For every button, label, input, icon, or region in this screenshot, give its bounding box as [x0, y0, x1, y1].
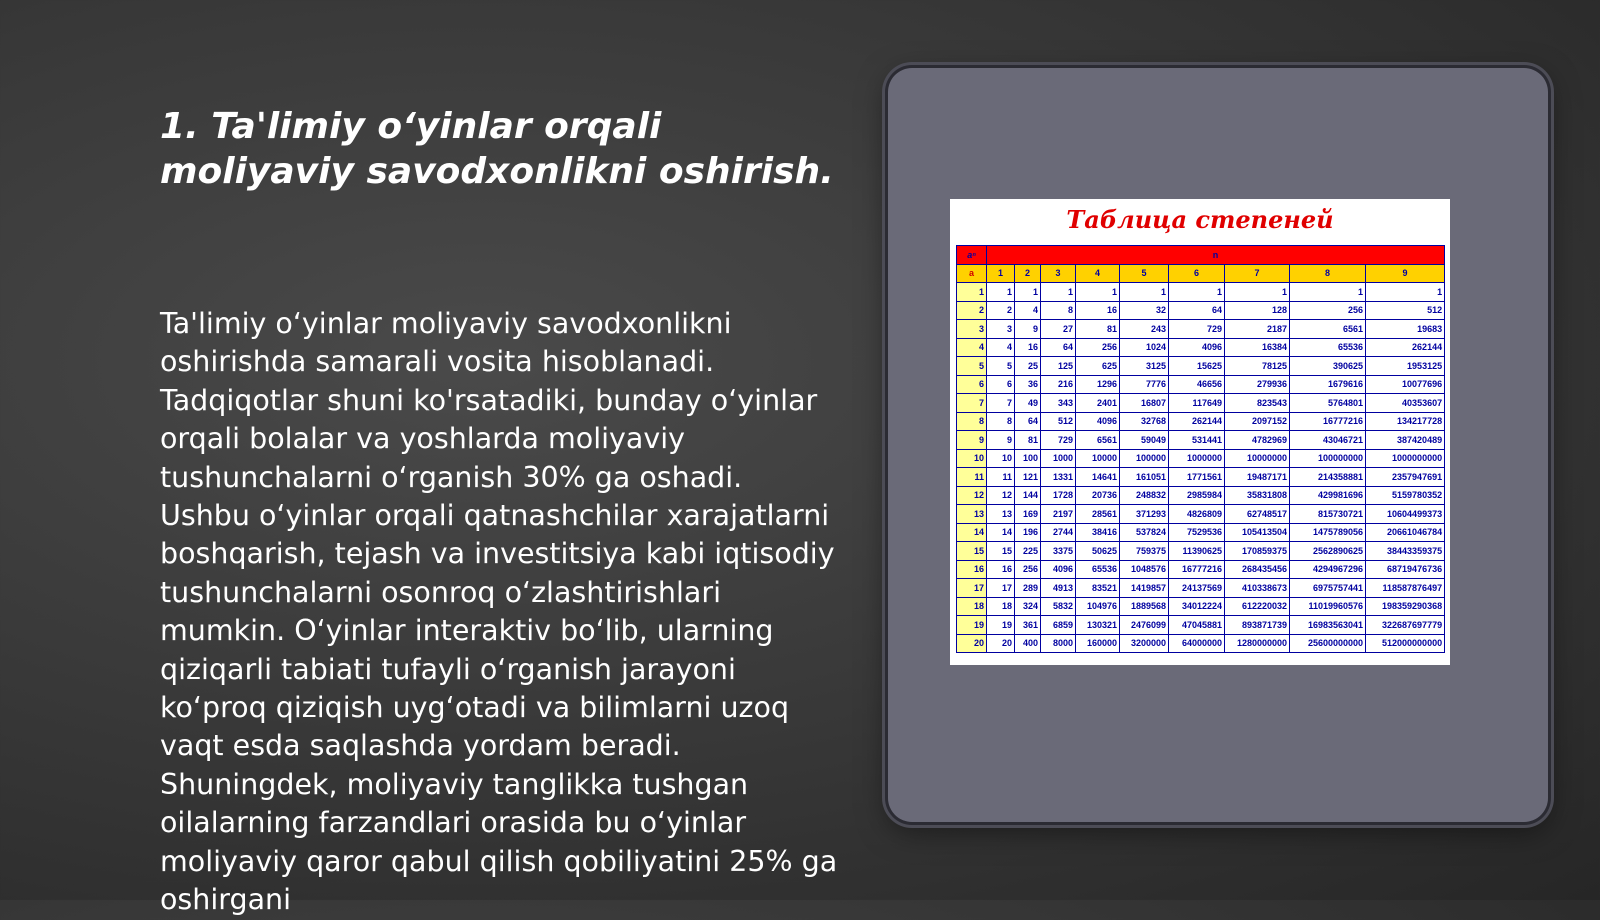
power-cell: 16384: [1225, 338, 1290, 357]
table-body: [957, 283, 1445, 653]
power-cell: 2476099: [1120, 616, 1169, 635]
base-cell: 1: [957, 283, 987, 302]
power-cell: 196: [1015, 523, 1041, 542]
table-row: [957, 431, 1445, 450]
power-cell: 256: [1015, 560, 1041, 579]
power-cell: 216: [1041, 375, 1076, 394]
powers-table: [956, 245, 1445, 653]
power-cell: 64: [1041, 338, 1076, 357]
power-cell: 16807: [1120, 394, 1169, 413]
power-cell: 248832: [1120, 486, 1169, 505]
power-cell: 59049: [1120, 431, 1169, 450]
power-cell: 343: [1041, 394, 1076, 413]
power-cell: 47045881: [1169, 616, 1225, 635]
power-cell: 4826809: [1169, 505, 1225, 524]
power-cell: 2985984: [1169, 486, 1225, 505]
power-cell: 6561: [1290, 320, 1366, 339]
power-cell: 38416: [1076, 523, 1120, 542]
power-cell: 3: [987, 320, 1015, 339]
power-cell: 10604499373: [1366, 505, 1445, 524]
power-cell: 289: [1015, 579, 1041, 598]
power-cell: 16: [1076, 301, 1120, 320]
power-cell: 1: [1076, 283, 1120, 302]
power-cell: 15625: [1169, 357, 1225, 376]
power-cell: 387420489: [1366, 431, 1445, 450]
power-cell: 16983563041: [1290, 616, 1366, 635]
exponent-axis-label: n: [987, 246, 1445, 265]
power-cell: 8: [1041, 301, 1076, 320]
powers-table-title: Таблица степеней: [1066, 205, 1334, 234]
power-cell: 1419857: [1120, 579, 1169, 598]
power-cell: 4096: [1041, 560, 1076, 579]
power-cell: 3125: [1120, 357, 1169, 376]
power-cell: 18: [987, 597, 1015, 616]
power-cell: 823543: [1225, 394, 1290, 413]
power-cell: 537824: [1120, 523, 1169, 542]
power-cell: 410338673: [1225, 579, 1290, 598]
power-cell: 9: [987, 431, 1015, 450]
slide-body-text: Ta'limiy o‘yinlar moliyaviy savodxonlikni oshirishda samarali vosita hisoblanadi. Tadqiqotlar shuni ko'rsatadiki, bunday o‘yinlar orqali bolalar va yoshlarda moliyaviy tushunchalarni o‘rganish 30% ga oshadi. Ushbu o‘yinlar orqali qatnashchilar xarajatlarni boshqarish, tejash va investitsiya kabi iqtisodiy tushunchalarni osonroq o‘zlashtirishlari mumkin. O‘yinlar interaktiv bo‘lib, ularning qiziqarli tabiati tufayli o‘rganish jarayoni ko‘proq qiziqish uyg‘otadi va bilimlarni uzoq vaqt esda saqlashda yordam beradi. Shuningdek, moliyaviy tanglikka tushgan oilalarning farzandlari orasida bu o‘yinlar moliyaviy qaror qabul qilish qobiliyatini 25% ga oshirgani: [160, 307, 838, 917]
power-cell: 170859375: [1225, 542, 1290, 561]
power-cell: 35831808: [1225, 486, 1290, 505]
power-cell: 4096: [1169, 338, 1225, 357]
power-cell: 24137569: [1169, 579, 1225, 598]
power-cell: 43046721: [1290, 431, 1366, 450]
power-cell: 2187: [1225, 320, 1290, 339]
power-cell: 11: [987, 468, 1015, 487]
power-cell: 1: [1290, 283, 1366, 302]
power-cell: 68719476736: [1366, 560, 1445, 579]
power-cell: 512000000000: [1366, 634, 1445, 653]
power-cell: 65536: [1290, 338, 1366, 357]
power-cell: 1889568: [1120, 597, 1169, 616]
power-cell: 25600000000: [1290, 634, 1366, 653]
power-cell: 5764801: [1290, 394, 1366, 413]
base-cell: 15: [957, 542, 987, 561]
power-cell: 46656: [1169, 375, 1225, 394]
power-cell: 11019960576: [1290, 597, 1366, 616]
exponent-header: 3: [1041, 264, 1076, 283]
power-cell: 125: [1041, 357, 1076, 376]
power-cell: 1024: [1120, 338, 1169, 357]
power-cell: 20736: [1076, 486, 1120, 505]
power-cell: 13: [987, 505, 1015, 524]
table-row: [957, 616, 1445, 635]
base-cell: 2: [957, 301, 987, 320]
power-cell: 8000: [1041, 634, 1076, 653]
power-cell: 19683: [1366, 320, 1445, 339]
power-cell: 117649: [1169, 394, 1225, 413]
table-row: [957, 468, 1445, 487]
table-row: [957, 357, 1445, 376]
power-cell: 4294967296: [1290, 560, 1366, 579]
table-row: [957, 634, 1445, 653]
power-cell: 38443359375: [1366, 542, 1445, 561]
powers-table-image: [950, 199, 1450, 665]
power-cell: 130321: [1076, 616, 1120, 635]
power-cell: 19487171: [1225, 468, 1290, 487]
exponent-header: 1: [987, 264, 1015, 283]
base-cell: 12: [957, 486, 987, 505]
power-cell: 16777216: [1290, 412, 1366, 431]
power-cell: 531441: [1169, 431, 1225, 450]
table-row: [957, 579, 1445, 598]
exponent-header: 6: [1169, 264, 1225, 283]
power-cell: 6975757441: [1290, 579, 1366, 598]
table-row: [957, 486, 1445, 505]
power-cell: 256: [1290, 301, 1366, 320]
power-cell: 1000000000: [1366, 449, 1445, 468]
table-row: [957, 301, 1445, 320]
power-cell: 16777216: [1169, 560, 1225, 579]
power-cell: 1728: [1041, 486, 1076, 505]
base-cell: 20: [957, 634, 987, 653]
power-cell: 160000: [1076, 634, 1120, 653]
power-cell: 4: [987, 338, 1015, 357]
power-cell: 10: [987, 449, 1015, 468]
table-row: [957, 412, 1445, 431]
power-cell: 759375: [1120, 542, 1169, 561]
base-cell: 11: [957, 468, 987, 487]
power-cell: 1280000000: [1225, 634, 1290, 653]
power-cell: 32: [1120, 301, 1169, 320]
power-cell: 1331: [1041, 468, 1076, 487]
base-cell: 4: [957, 338, 987, 357]
power-cell: 78125: [1225, 357, 1290, 376]
power-cell: 50625: [1076, 542, 1120, 561]
power-cell: 729: [1169, 320, 1225, 339]
slide-title: 1. Ta'limiy o‘yinlar orqali moliyaviy savodxonlikni oshirish.: [160, 106, 834, 192]
base-cell: 14: [957, 523, 987, 542]
power-cell: 118587876497: [1366, 579, 1445, 598]
power-cell: 371293: [1120, 505, 1169, 524]
power-cell: 8: [987, 412, 1015, 431]
power-cell: 169: [1015, 505, 1041, 524]
exponent-header: 5: [1120, 264, 1169, 283]
power-cell: 34012224: [1169, 597, 1225, 616]
power-cell: 815730721: [1290, 505, 1366, 524]
power-cell: 279936: [1225, 375, 1290, 394]
exponent-header: 7: [1225, 264, 1290, 283]
power-cell: 322687697779: [1366, 616, 1445, 635]
power-cell: 2744: [1041, 523, 1076, 542]
power-cell: 262144: [1169, 412, 1225, 431]
base-cell: 9: [957, 431, 987, 450]
base-cell: 5: [957, 357, 987, 376]
power-cell: 390625: [1290, 357, 1366, 376]
power-cell: 2562890625: [1290, 542, 1366, 561]
power-cell: 1953125: [1366, 357, 1445, 376]
base-cell: 6: [957, 375, 987, 394]
table-row: [957, 597, 1445, 616]
power-cell: 4913: [1041, 579, 1076, 598]
power-cell: 512: [1041, 412, 1076, 431]
power-cell: 40353607: [1366, 394, 1445, 413]
power-cell: 1: [1015, 283, 1041, 302]
base-cell: 7: [957, 394, 987, 413]
power-cell: 6859: [1041, 616, 1076, 635]
power-cell: 20: [987, 634, 1015, 653]
power-cell: 100000: [1120, 449, 1169, 468]
table-row: [957, 394, 1445, 413]
power-cell: 62748517: [1225, 505, 1290, 524]
power-cell: 1000000: [1169, 449, 1225, 468]
power-cell: 16: [987, 560, 1015, 579]
power-cell: 6561: [1076, 431, 1120, 450]
power-cell: 28561: [1076, 505, 1120, 524]
power-cell: 1: [1169, 283, 1225, 302]
power-cell: 1475789056: [1290, 523, 1366, 542]
power-cell: 2401: [1076, 394, 1120, 413]
power-cell: 5832: [1041, 597, 1076, 616]
power-cell: 729: [1041, 431, 1076, 450]
exponent-header: 9: [1366, 264, 1445, 283]
power-cell: 134217728: [1366, 412, 1445, 431]
power-cell: 1: [1366, 283, 1445, 302]
power-cell: 7776: [1120, 375, 1169, 394]
power-cell: 5159780352: [1366, 486, 1445, 505]
power-cell: 4: [1015, 301, 1041, 320]
table-row: [957, 505, 1445, 524]
power-cell: 512: [1366, 301, 1445, 320]
power-cell: 17: [987, 579, 1015, 598]
power-cell: 214358881: [1290, 468, 1366, 487]
power-cell: 25: [1015, 357, 1041, 376]
table-row: [957, 375, 1445, 394]
power-cell: 81: [1015, 431, 1041, 450]
power-cell: 100: [1015, 449, 1041, 468]
table-row: [957, 449, 1445, 468]
power-cell: 400: [1015, 634, 1041, 653]
power-cell: 2: [987, 301, 1015, 320]
power-cell: 49: [1015, 394, 1041, 413]
power-cell: 1: [987, 283, 1015, 302]
power-cell: 104976: [1076, 597, 1120, 616]
exponent-header: 2: [1015, 264, 1041, 283]
power-cell: 161051: [1120, 468, 1169, 487]
power-cell: 1: [1041, 283, 1076, 302]
table-row: [957, 338, 1445, 357]
power-cell: 893871739: [1225, 616, 1290, 635]
power-cell: 5: [987, 357, 1015, 376]
power-cell: 121: [1015, 468, 1041, 487]
exponent-header: 4: [1076, 264, 1120, 283]
power-cell: 4096: [1076, 412, 1120, 431]
power-cell: 100000000: [1290, 449, 1366, 468]
base-cell: 10: [957, 449, 987, 468]
base-cell: 16: [957, 560, 987, 579]
power-cell: 225: [1015, 542, 1041, 561]
power-cell: 15: [987, 542, 1015, 561]
power-cell: 7529536: [1169, 523, 1225, 542]
power-cell: 3200000: [1120, 634, 1169, 653]
power-cell: 64000000: [1169, 634, 1225, 653]
power-cell: 81: [1076, 320, 1120, 339]
power-cell: 10077696: [1366, 375, 1445, 394]
power-cell: 14: [987, 523, 1015, 542]
power-cell: 1771561: [1169, 468, 1225, 487]
power-cell: 7: [987, 394, 1015, 413]
power-cell: 12: [987, 486, 1015, 505]
corner-label: aⁿ: [957, 246, 987, 265]
table-row: [957, 560, 1445, 579]
table-header-exponent-row: [957, 264, 1445, 283]
power-cell: 36: [1015, 375, 1041, 394]
power-cell: 324: [1015, 597, 1041, 616]
power-cell: 9: [1015, 320, 1041, 339]
power-cell: 19: [987, 616, 1015, 635]
exponent-header: 8: [1290, 264, 1366, 283]
power-cell: 10000000: [1225, 449, 1290, 468]
base-axis-label: a: [957, 264, 987, 283]
power-cell: 1296: [1076, 375, 1120, 394]
power-cell: 128: [1225, 301, 1290, 320]
power-cell: 10000: [1076, 449, 1120, 468]
table-row: [957, 320, 1445, 339]
table-row: [957, 283, 1445, 302]
power-cell: 144: [1015, 486, 1041, 505]
power-cell: 2097152: [1225, 412, 1290, 431]
base-cell: 17: [957, 579, 987, 598]
base-cell: 8: [957, 412, 987, 431]
power-cell: 65536: [1076, 560, 1120, 579]
power-cell: 262144: [1366, 338, 1445, 357]
power-cell: 361: [1015, 616, 1041, 635]
table-row: [957, 523, 1445, 542]
table-row: [957, 542, 1445, 561]
power-cell: 429981696: [1290, 486, 1366, 505]
power-cell: 32768: [1120, 412, 1169, 431]
power-cell: 4782969: [1225, 431, 1290, 450]
power-cell: 20661046784: [1366, 523, 1445, 542]
power-cell: 14641: [1076, 468, 1120, 487]
power-cell: 6: [987, 375, 1015, 394]
power-cell: 243: [1120, 320, 1169, 339]
base-cell: 19: [957, 616, 987, 635]
base-cell: 13: [957, 505, 987, 524]
power-cell: 198359290368: [1366, 597, 1445, 616]
power-cell: 64: [1169, 301, 1225, 320]
power-cell: 11390625: [1169, 542, 1225, 561]
power-cell: 105413504: [1225, 523, 1290, 542]
power-cell: 2357947691: [1366, 468, 1445, 487]
power-cell: 268435456: [1225, 560, 1290, 579]
power-cell: 16: [1015, 338, 1041, 357]
power-cell: 1048576: [1120, 560, 1169, 579]
base-cell: 18: [957, 597, 987, 616]
table-header-n-row: [957, 246, 1445, 265]
power-cell: 612220032: [1225, 597, 1290, 616]
power-cell: 1: [1120, 283, 1169, 302]
power-cell: 625: [1076, 357, 1120, 376]
power-cell: 27: [1041, 320, 1076, 339]
power-cell: 64: [1015, 412, 1041, 431]
power-cell: 1: [1225, 283, 1290, 302]
power-cell: 1000: [1041, 449, 1076, 468]
power-cell: 3375: [1041, 542, 1076, 561]
power-cell: 2197: [1041, 505, 1076, 524]
power-cell: 1679616: [1290, 375, 1366, 394]
power-cell: 83521: [1076, 579, 1120, 598]
base-cell: 3: [957, 320, 987, 339]
power-cell: 256: [1076, 338, 1120, 357]
